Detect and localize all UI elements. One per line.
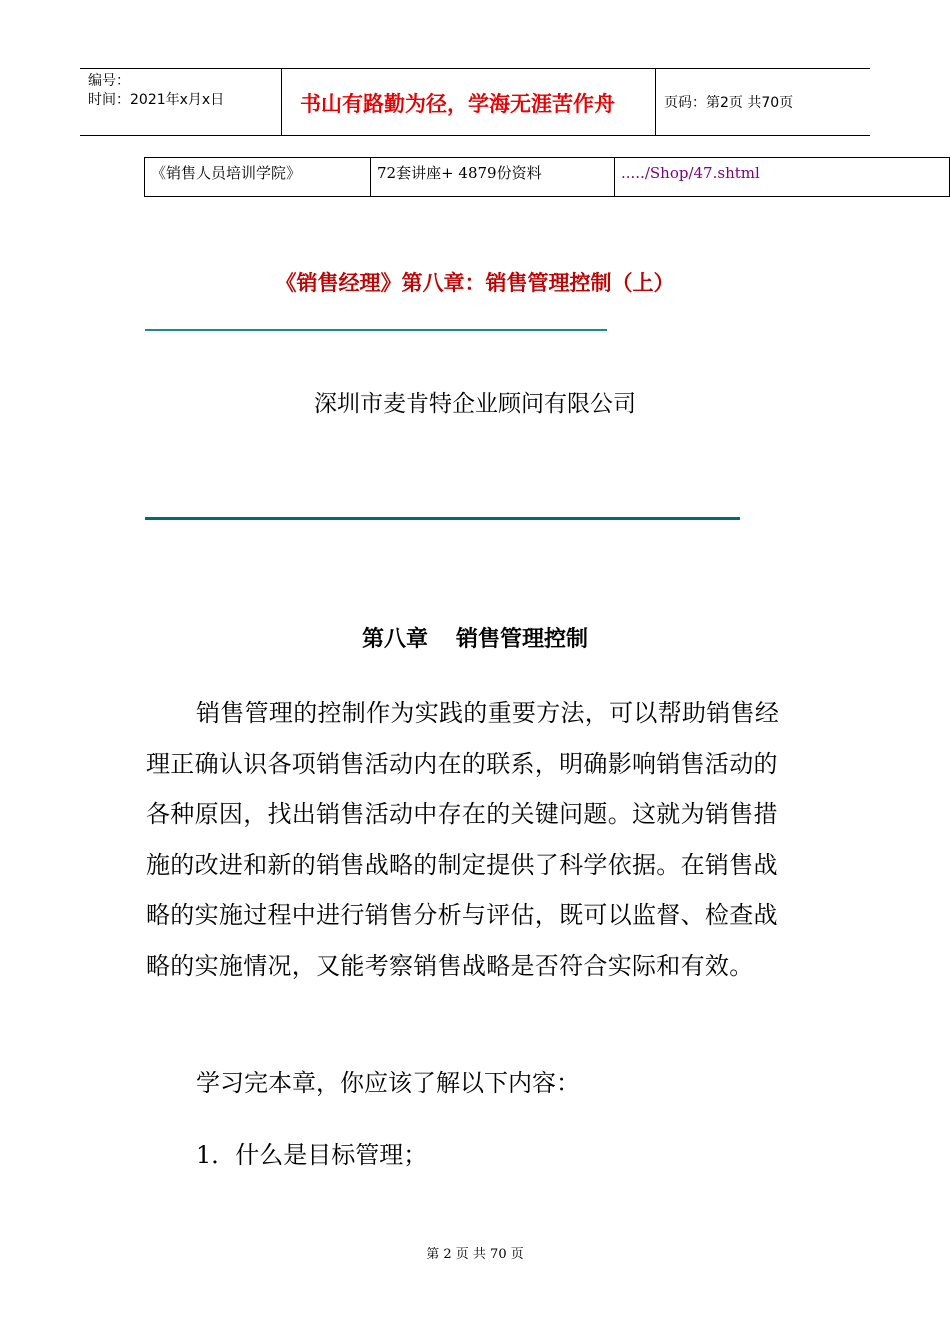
list-item: 1．什么是目标管理； xyxy=(196,1141,428,1169)
chapter-number: 第八章 xyxy=(361,627,428,652)
company-underline xyxy=(145,517,740,520)
title-underline xyxy=(145,329,607,331)
header-top-rule xyxy=(80,68,870,69)
chapter-name: 销售管理控制 xyxy=(456,627,589,652)
header-page-info: 页码：第2页 共70页 xyxy=(664,95,794,111)
info-materials: 72套讲座+ 4879份资料 xyxy=(371,158,615,196)
info-link[interactable]: ...../Shop/47.shtml xyxy=(621,164,760,182)
document-id-label: 编号： xyxy=(88,73,130,89)
header-bottom-rule xyxy=(80,135,870,136)
document-date: 时间：2021年x月x日 xyxy=(88,92,225,108)
header-divider xyxy=(281,68,282,135)
info-table xyxy=(144,157,950,197)
chapter-heading xyxy=(0,625,950,655)
header-divider xyxy=(655,68,656,135)
document-title: 《销售经理》第八章：销售管理控制（上） xyxy=(275,271,675,295)
info-course: 《销售人员培训学院》 xyxy=(145,158,371,196)
body-paragraph: 销售管理的控制作为实践的重要方法，可以帮助销售经理正确认识各项销售活动内在的联系，明确影响销售活动的各种原因，找出销售活动中存在的关键问题。这就为销售措施的改进和新的销售战略的制定提供了科学依据。在销售战略的实施过程中进行销售分析与评估，既可以监督、检查战略的实施情况，又能考察销售战略是否符合实际和有效。 xyxy=(146,699,780,980)
learning-intro: 学习完本章，你应该了解以下内容： xyxy=(196,1069,580,1097)
page-footer: 第 2 页 共 70 页 xyxy=(426,1247,524,1262)
company-name: 深圳市麦肯特企业顾问有限公司 xyxy=(314,391,636,417)
header-motto: 书山有路勤为径，学海无涯苦作舟 xyxy=(300,92,615,116)
